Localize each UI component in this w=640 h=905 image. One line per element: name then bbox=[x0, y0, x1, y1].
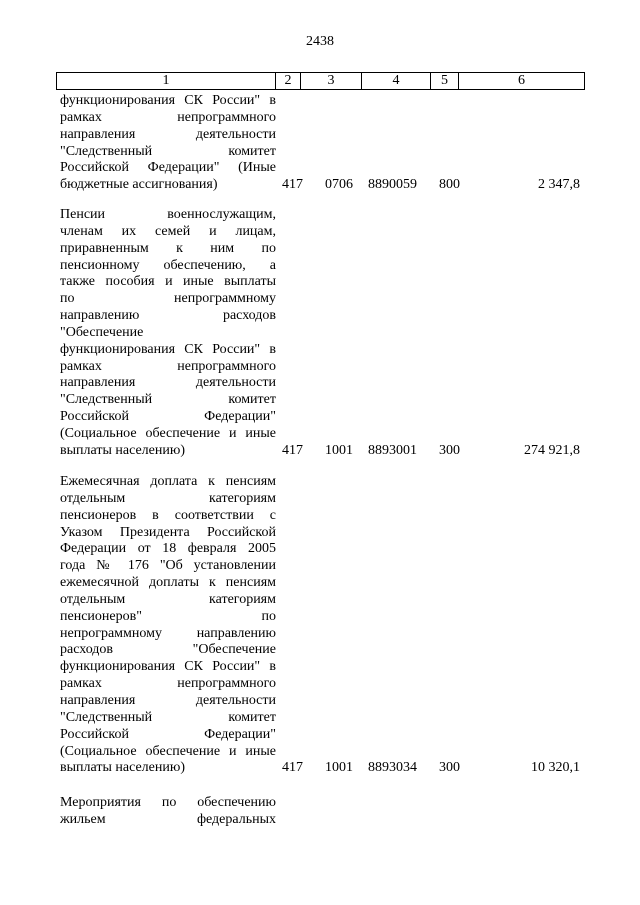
column-header-2: 2 bbox=[276, 73, 301, 90]
description-line: Пенсии военнослужащим, bbox=[60, 207, 276, 222]
description-line: по непрограммному bbox=[60, 291, 276, 307]
row-description bbox=[60, 207, 276, 460]
description-line: Российской Федерации" bbox=[60, 726, 276, 742]
description-line: "Следственный комитет bbox=[60, 392, 276, 408]
description-line: пенсионеров в соответствии с bbox=[60, 507, 276, 523]
section-code: 1001 bbox=[325, 442, 353, 458]
description-line: рамках непрограммного bbox=[60, 358, 276, 374]
description-line: "Следственный комитет bbox=[60, 709, 276, 725]
table-row bbox=[60, 474, 580, 777]
target-item-code: 8893001 bbox=[368, 442, 417, 458]
column-header-table bbox=[56, 72, 585, 90]
section-code: 1001 bbox=[325, 760, 353, 776]
target-item-code: 8893034 bbox=[368, 760, 417, 776]
description-line: приравненным к ним по bbox=[60, 240, 276, 256]
target-item-code: 8890059 bbox=[368, 177, 417, 193]
description-line: Российской Федерации" (Иные bbox=[60, 160, 276, 176]
column-header-4: 4 bbox=[362, 73, 431, 90]
description-line: ежемесячной доплаты к пенсиям bbox=[60, 575, 276, 591]
amount: 274 921,8 bbox=[524, 442, 580, 458]
description-line: пенсионному обеспечению, а bbox=[60, 257, 276, 273]
table-row bbox=[60, 93, 580, 194]
description-line: функционирования СК России" в bbox=[60, 659, 276, 675]
description-line: также пособия и иные выплаты bbox=[60, 274, 276, 290]
table-row bbox=[60, 207, 580, 460]
ministry-code: 417 bbox=[282, 177, 303, 193]
description-line: "Обеспечение bbox=[60, 324, 144, 340]
description-line: отдельным категориям bbox=[60, 591, 276, 607]
description-line: рамках непрограммного bbox=[60, 676, 276, 692]
page-number: 2438 bbox=[306, 34, 334, 49]
expense-type-code: 300 bbox=[439, 442, 460, 458]
row-description bbox=[60, 795, 276, 829]
description-line: функционирования СК России" в bbox=[60, 93, 276, 108]
column-header-6: 6 bbox=[459, 73, 585, 90]
amount: 2 347,8 bbox=[538, 177, 580, 193]
description-line: бюджетные ассигнования) bbox=[60, 177, 218, 193]
description-line: выплаты населению) bbox=[60, 442, 185, 458]
description-line: направления деятельности bbox=[60, 126, 276, 142]
row-description bbox=[60, 474, 276, 777]
row-description bbox=[60, 93, 276, 194]
description-line: расходов "Обеспечение bbox=[60, 642, 276, 658]
description-line: отдельным категориям bbox=[60, 490, 276, 506]
column-header-1: 1 bbox=[57, 73, 276, 90]
description-line: (Социальное обеспечение и иные bbox=[60, 425, 276, 441]
description-line: направления деятельности bbox=[60, 375, 276, 391]
description-line: непрограммному направлению bbox=[60, 625, 276, 641]
description-line: Указом Президента Российской bbox=[60, 524, 276, 540]
description-line: направления деятельности bbox=[60, 692, 276, 708]
amount: 10 320,1 bbox=[531, 760, 580, 776]
description-line: пенсионеров" по bbox=[60, 608, 276, 624]
description-line: года № 176 "Об установлении bbox=[60, 558, 276, 574]
expense-type-code: 300 bbox=[439, 760, 460, 776]
description-line: Ежемесячная доплата к пенсиям bbox=[60, 474, 276, 489]
column-header-5: 5 bbox=[431, 73, 459, 90]
column-header-3: 3 bbox=[301, 73, 362, 90]
description-line: (Социальное обеспечение и иные bbox=[60, 743, 276, 759]
expense-type-code: 800 bbox=[439, 177, 460, 193]
description-line: рамках непрограммного bbox=[60, 109, 276, 125]
ministry-code: 417 bbox=[282, 760, 303, 776]
description-line: членам их семей и лицам, bbox=[60, 223, 276, 239]
description-line: Федерации от 18 февраля 2005 bbox=[60, 541, 276, 557]
description-line: направлению расходов bbox=[60, 308, 276, 324]
description-line: жильем федеральных bbox=[60, 811, 276, 827]
table-row bbox=[60, 795, 580, 829]
description-line: Мероприятия по обеспечению bbox=[60, 795, 276, 810]
description-line: выплаты населению) bbox=[60, 760, 185, 776]
description-line: "Следственный комитет bbox=[60, 143, 276, 159]
description-line: функционирования СК России" в bbox=[60, 341, 276, 357]
section-code: 0706 bbox=[325, 177, 353, 193]
description-line: Российской Федерации" bbox=[60, 409, 276, 425]
ministry-code: 417 bbox=[282, 442, 303, 458]
